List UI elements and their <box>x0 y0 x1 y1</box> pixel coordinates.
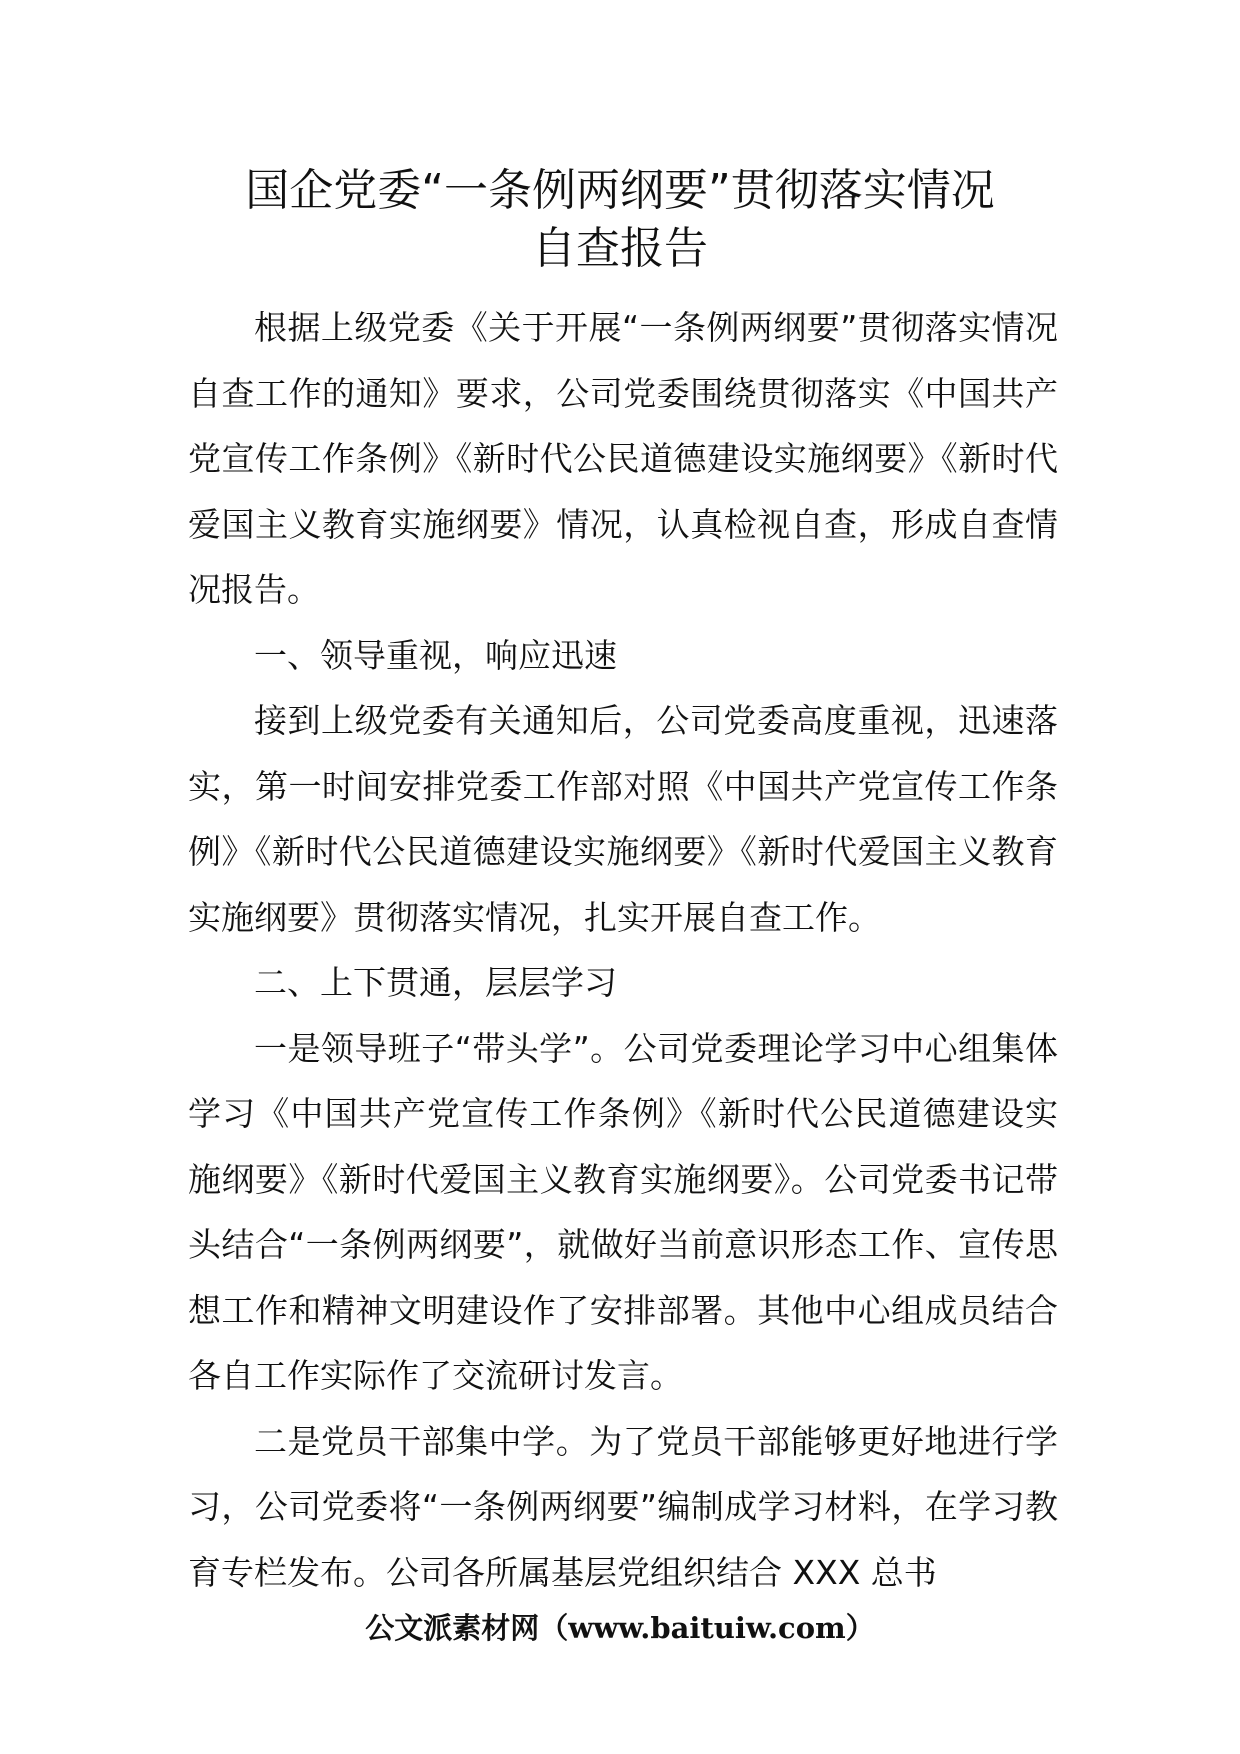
document-body <box>188 295 1058 1605</box>
title-line-1: 国企党委“一条例两纲要”贯彻落实情况 <box>245 165 995 216</box>
paragraph-intro: 根据上级党委《关于开展“一条例两纲要”贯彻落实情况自查工作的通知》要求，公司党委围绕贯彻落实《中国共产党宣传工作条例》《新时代公民道德建设实施纲要》《新时代爱国主义教育实施纲要》情况，认真检视自查，形成自查情况报告。 <box>188 308 1058 609</box>
document-title <box>150 162 1090 278</box>
paragraph-section-2a: 一是领导班子“带头学”。公司党委理论学习中心组集体学习《中国共产党宣传工作条例》《新时代公民道德建设实施纲要》《新时代爱国主义教育实施纲要》。公司党委书记带头结合“一条例两纲要”，就做好当前意识形态工作、宣传思想工作和精神文明建设作了安排部署。其他中心组成员结合各自工作实际作了交流研讨发言。 <box>188 1028 1058 1395</box>
section-heading-1: 一、领导重视，响应迅速 <box>254 635 617 675</box>
paragraph-section-2b: 二是党员干部集中学。为了党员干部能够更好地进行学习，公司党委将“一条例两纲要”编制成学习材料，在学习教育专栏发布。公司各所属基层党组织结合 XXX 总书 <box>188 1421 1058 1592</box>
title-line-2: 自查报告 <box>532 223 708 274</box>
section-heading-2: 二、上下贯通，层层学习 <box>254 963 617 1002</box>
footer-watermark: 公文派素材网（www.baituiw.com） <box>365 1611 875 1645</box>
paragraph-section-1: 接到上级党委有关通知后，公司党委高度重视，迅速落实，第一时间安排党委工作部对照《中国共产党宣传工作条例》《新时代公民道德建设实施纲要》《新时代爱国主义教育实施纲要》贯彻落实情况，扎实开展自查工作。 <box>188 701 1058 937</box>
